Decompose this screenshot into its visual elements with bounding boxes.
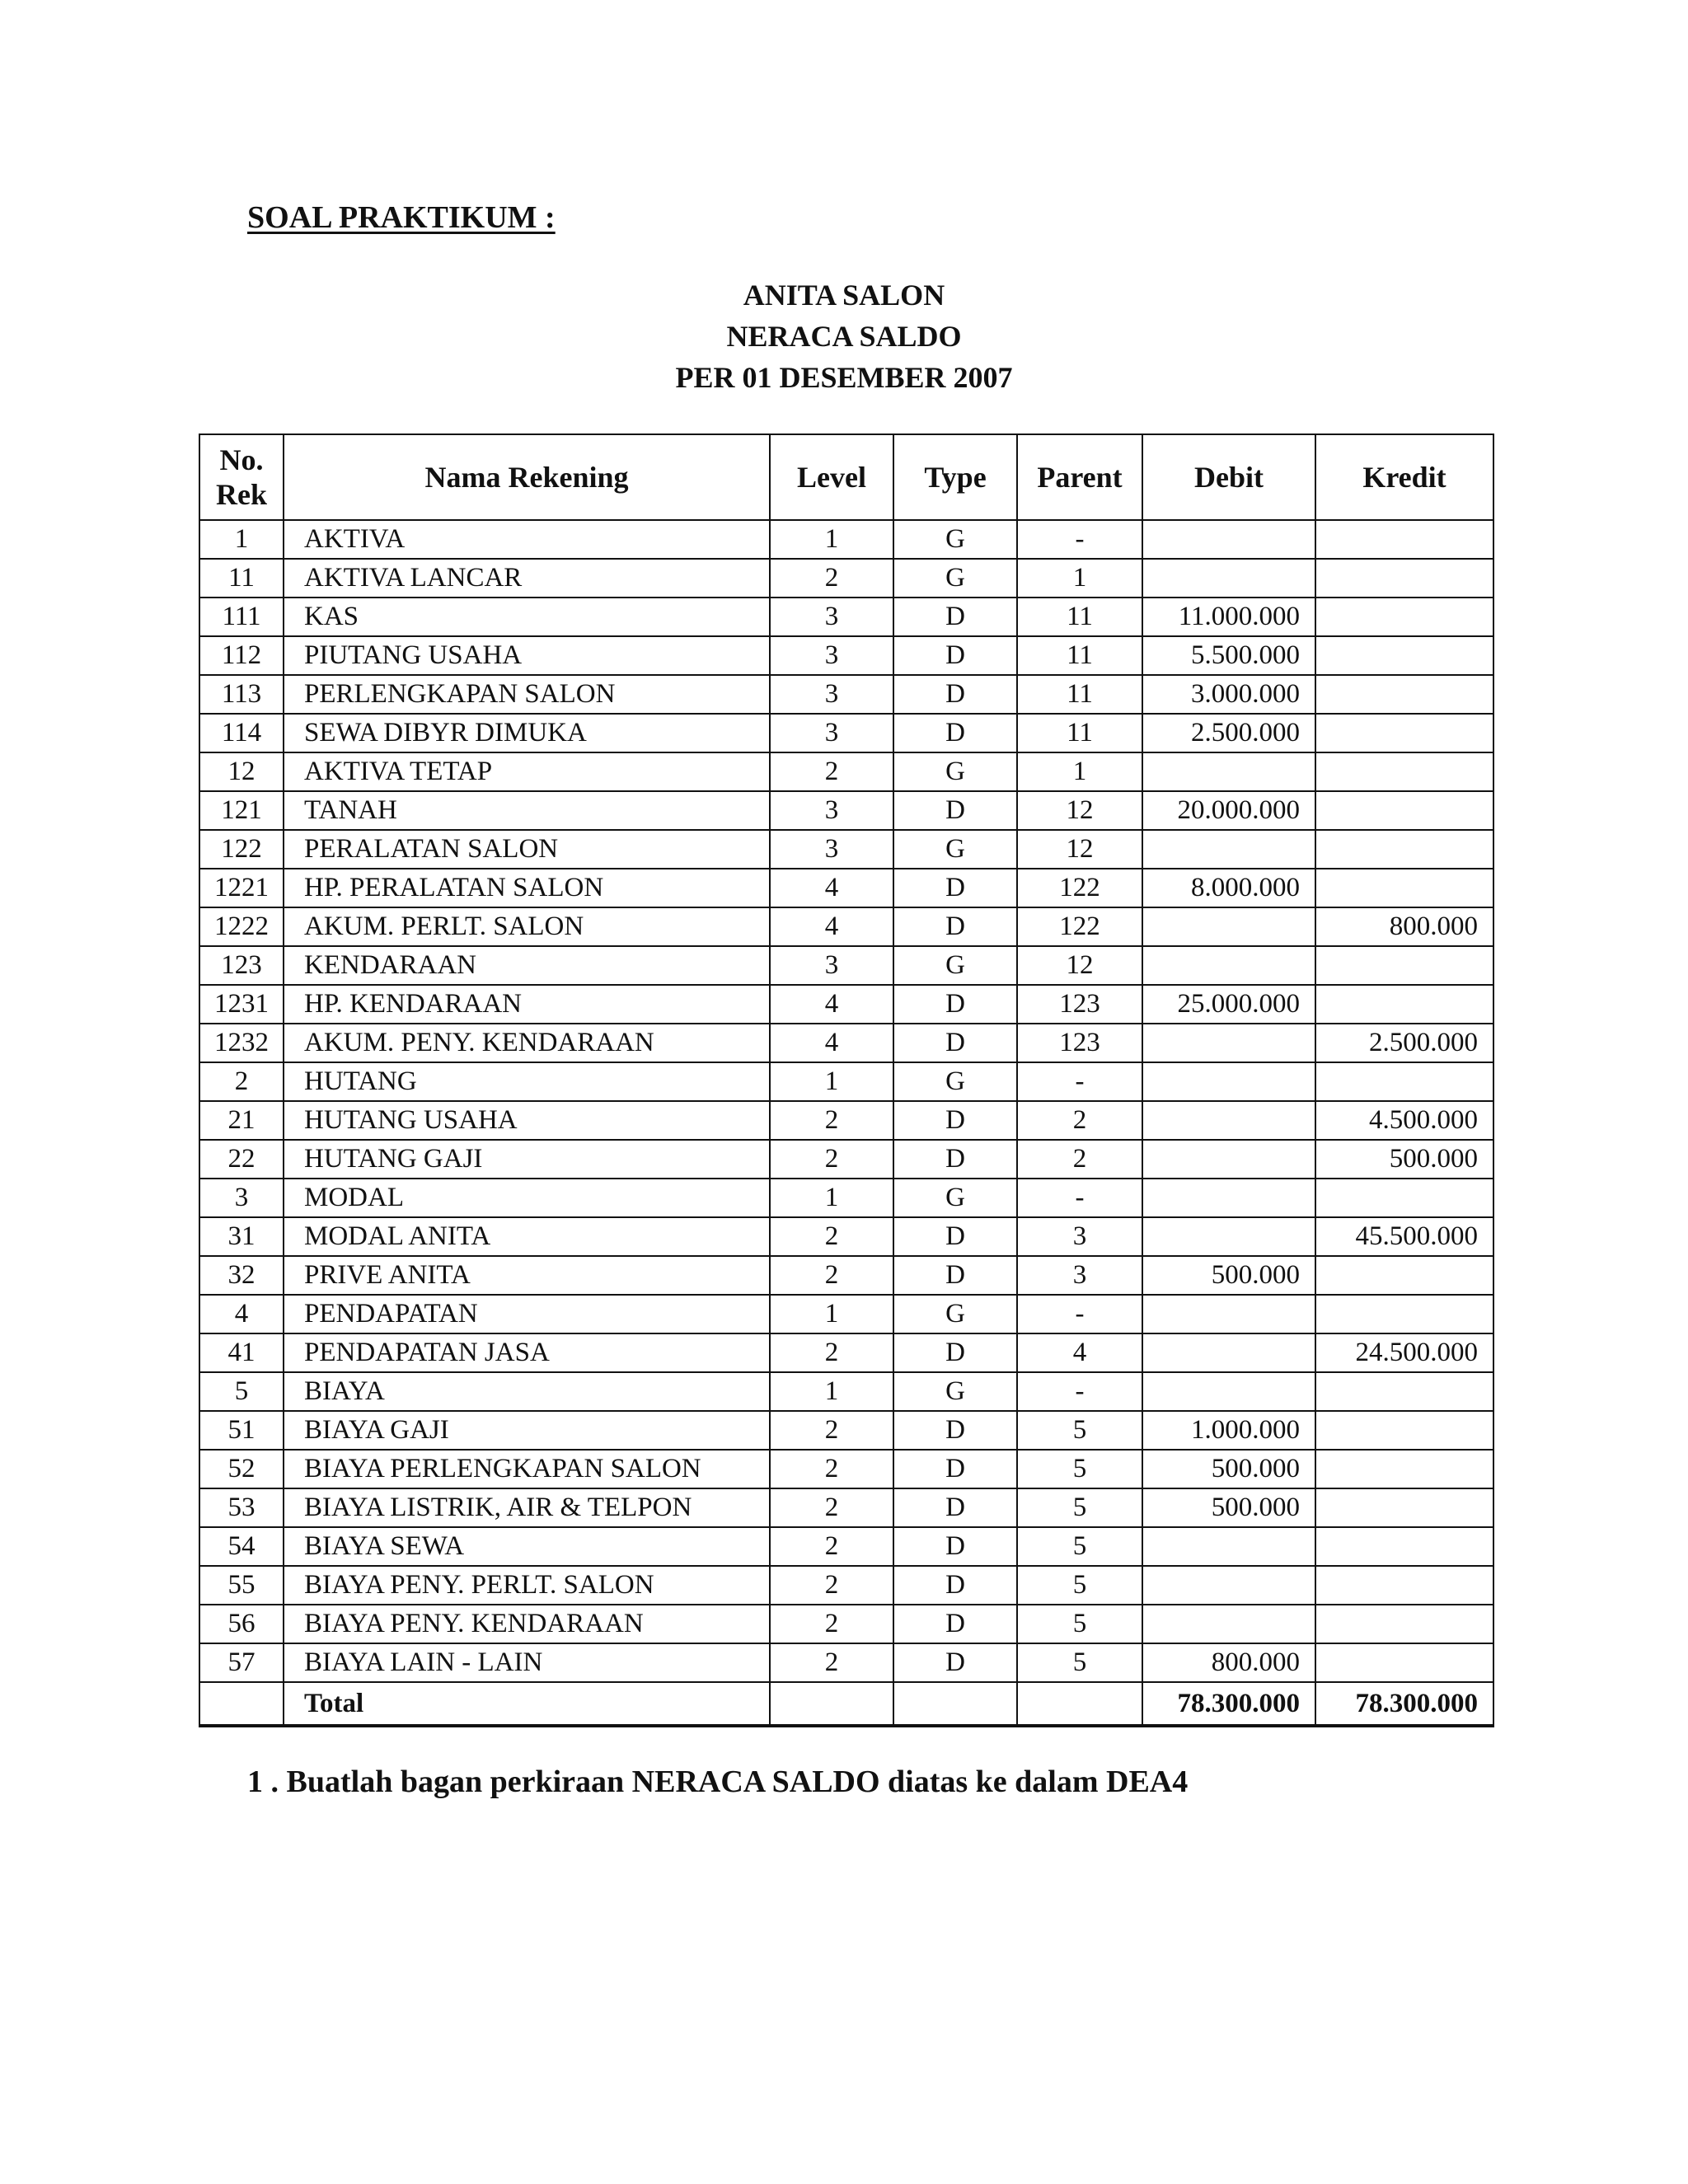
cell-debit: [1142, 559, 1315, 598]
table-row: [199, 1372, 1493, 1411]
cell-no-rek: 31: [199, 1217, 284, 1256]
cell-parent: -: [1017, 520, 1142, 559]
cell-nama-rekening: HUTANG GAJI: [284, 1140, 770, 1179]
header-no-rek: [199, 434, 284, 520]
total-parent-cell: [1017, 1682, 1142, 1726]
table-row: [199, 714, 1493, 752]
total-type-cell: [893, 1682, 1017, 1726]
cell-nama-rekening: HP. KENDARAAN: [284, 985, 770, 1024]
total-no-cell: [199, 1682, 284, 1726]
cell-kredit: 2.500.000: [1315, 1024, 1493, 1062]
cell-level: 3: [770, 714, 893, 752]
cell-no-rek: 111: [199, 598, 284, 636]
cell-type: G: [893, 1372, 1017, 1411]
cell-kredit: [1315, 1566, 1493, 1605]
cell-debit: [1142, 1179, 1315, 1217]
cell-type: G: [893, 1179, 1017, 1217]
table-row: [199, 1295, 1493, 1333]
cell-debit: [1142, 1605, 1315, 1643]
cell-no-rek: 56: [199, 1605, 284, 1643]
cell-level: 2: [770, 1101, 893, 1140]
cell-no-rek: 57: [199, 1643, 284, 1682]
cell-level: 2: [770, 1333, 893, 1372]
cell-parent: 2: [1017, 1101, 1142, 1140]
table-header-row: [199, 434, 1493, 520]
cell-no-rek: 3: [199, 1179, 284, 1217]
cell-no-rek: 122: [199, 830, 284, 869]
table-row: [199, 1450, 1493, 1488]
table-row: [199, 559, 1493, 598]
cell-nama-rekening: PRIVE ANITA: [284, 1256, 770, 1295]
cell-parent: 5: [1017, 1527, 1142, 1566]
cell-parent: 3: [1017, 1256, 1142, 1295]
cell-type: D: [893, 1024, 1017, 1062]
cell-parent: 5: [1017, 1643, 1142, 1682]
cell-level: 4: [770, 907, 893, 946]
cell-parent: 12: [1017, 791, 1142, 830]
cell-kredit: [1315, 1450, 1493, 1488]
cell-kredit: [1315, 752, 1493, 791]
cell-level: 1: [770, 1062, 893, 1101]
table-row: [199, 520, 1493, 559]
cell-no-rek: 54: [199, 1527, 284, 1566]
cell-type: D: [893, 1605, 1017, 1643]
cell-parent: 12: [1017, 946, 1142, 985]
cell-level: 1: [770, 1179, 893, 1217]
cell-no-rek: 51: [199, 1411, 284, 1450]
table-row: [199, 1566, 1493, 1605]
cell-type: D: [893, 1217, 1017, 1256]
cell-parent: 12: [1017, 830, 1142, 869]
cell-debit: 3.000.000: [1142, 675, 1315, 714]
cell-kredit: 800.000: [1315, 907, 1493, 946]
cell-debit: [1142, 1101, 1315, 1140]
cell-nama-rekening: PENDAPATAN JASA: [284, 1333, 770, 1372]
cell-debit: [1142, 520, 1315, 559]
cell-parent: -: [1017, 1062, 1142, 1101]
cell-debit: 500.000: [1142, 1256, 1315, 1295]
cell-parent: 11: [1017, 675, 1142, 714]
cell-debit: 500.000: [1142, 1488, 1315, 1527]
cell-debit: [1142, 1372, 1315, 1411]
cell-parent: 122: [1017, 869, 1142, 907]
cell-type: D: [893, 1566, 1017, 1605]
cell-type: D: [893, 675, 1017, 714]
cell-no-rek: 4: [199, 1295, 284, 1333]
cell-kredit: [1315, 1527, 1493, 1566]
cell-debit: 5.500.000: [1142, 636, 1315, 675]
cell-level: 3: [770, 830, 893, 869]
cell-level: 4: [770, 1024, 893, 1062]
table-row: [199, 675, 1493, 714]
cell-kredit: [1315, 675, 1493, 714]
report-name: NERACA SALDO: [726, 320, 962, 353]
cell-kredit: [1315, 559, 1493, 598]
cell-kredit: 45.500.000: [1315, 1217, 1493, 1256]
cell-kredit: [1315, 946, 1493, 985]
cell-nama-rekening: BIAYA GAJI: [284, 1411, 770, 1450]
cell-parent: 123: [1017, 985, 1142, 1024]
cell-nama-rekening: BIAYA PENY. KENDARAAN: [284, 1605, 770, 1643]
cell-level: 2: [770, 1217, 893, 1256]
table-row: [199, 1527, 1493, 1566]
cell-type: D: [893, 869, 1017, 907]
table-row: [199, 1179, 1493, 1217]
cell-parent: 5: [1017, 1488, 1142, 1527]
cell-type: D: [893, 598, 1017, 636]
cell-debit: 20.000.000: [1142, 791, 1315, 830]
cell-debit: [1142, 907, 1315, 946]
cell-parent: 4: [1017, 1333, 1142, 1372]
cell-level: 2: [770, 1643, 893, 1682]
table-row: [199, 636, 1493, 675]
cell-kredit: [1315, 1179, 1493, 1217]
cell-no-rek: 1222: [199, 907, 284, 946]
cell-level: 2: [770, 1488, 893, 1527]
cell-type: G: [893, 520, 1017, 559]
table-row: [199, 752, 1493, 791]
cell-nama-rekening: BIAYA: [284, 1372, 770, 1411]
report-date: PER 01 DESEMBER 2007: [675, 361, 1013, 394]
cell-type: D: [893, 1140, 1017, 1179]
cell-debit: [1142, 1527, 1315, 1566]
cell-nama-rekening: MODAL ANITA: [284, 1217, 770, 1256]
cell-debit: [1142, 1333, 1315, 1372]
cell-level: 4: [770, 869, 893, 907]
cell-nama-rekening: SEWA DIBYR DIMUKA: [284, 714, 770, 752]
cell-kredit: [1315, 598, 1493, 636]
total-label: Total: [284, 1682, 770, 1726]
table-row: [199, 1411, 1493, 1450]
trial-balance-table: [199, 434, 1494, 1727]
cell-level: 1: [770, 1295, 893, 1333]
page-heading: SOAL PRAKTIKUM :: [247, 200, 556, 235]
cell-type: D: [893, 1101, 1017, 1140]
cell-level: 1: [770, 520, 893, 559]
cell-level: 2: [770, 1566, 893, 1605]
cell-nama-rekening: KENDARAAN: [284, 946, 770, 985]
cell-type: G: [893, 830, 1017, 869]
cell-level: 2: [770, 1411, 893, 1450]
cell-parent: 5: [1017, 1450, 1142, 1488]
cell-level: 3: [770, 636, 893, 675]
cell-nama-rekening: AKTIVA: [284, 520, 770, 559]
cell-no-rek: 2: [199, 1062, 284, 1101]
cell-level: 1: [770, 1372, 893, 1411]
cell-nama-rekening: PERALATAN SALON: [284, 830, 770, 869]
cell-type: G: [893, 559, 1017, 598]
cell-level: 2: [770, 559, 893, 598]
cell-nama-rekening: BIAYA PERLENGKAPAN SALON: [284, 1450, 770, 1488]
cell-type: G: [893, 946, 1017, 985]
total-debit: 78.300.000: [1142, 1682, 1315, 1726]
cell-no-rek: 55: [199, 1566, 284, 1605]
table-row: [199, 1062, 1493, 1101]
cell-kredit: [1315, 1372, 1493, 1411]
table-row: [199, 1140, 1493, 1179]
cell-type: G: [893, 752, 1017, 791]
cell-nama-rekening: AKUM. PENY. KENDARAAN: [284, 1024, 770, 1062]
cell-level: 3: [770, 791, 893, 830]
cell-parent: 3: [1017, 1217, 1142, 1256]
table-row: [199, 1217, 1493, 1256]
cell-type: D: [893, 1256, 1017, 1295]
instruction-text: 1 . Buatlah bagan perkiraan NERACA SALDO diatas ke dalam DEA4: [247, 1765, 1189, 1799]
cell-level: 2: [770, 1256, 893, 1295]
cell-nama-rekening: HP. PERALATAN SALON: [284, 869, 770, 907]
cell-kredit: [1315, 520, 1493, 559]
cell-kredit: [1315, 1605, 1493, 1643]
cell-level: 2: [770, 1527, 893, 1566]
cell-kredit: [1315, 1411, 1493, 1450]
table-row: [199, 946, 1493, 985]
cell-no-rek: 1: [199, 520, 284, 559]
cell-nama-rekening: MODAL: [284, 1179, 770, 1217]
cell-no-rek: 21: [199, 1101, 284, 1140]
cell-type: D: [893, 791, 1017, 830]
cell-type: G: [893, 1062, 1017, 1101]
table-row: [199, 1101, 1493, 1140]
cell-nama-rekening: PIUTANG USAHA: [284, 636, 770, 675]
cell-kredit: [1315, 714, 1493, 752]
cell-nama-rekening: PENDAPATAN: [284, 1295, 770, 1333]
cell-nama-rekening: BIAYA LAIN - LAIN: [284, 1643, 770, 1682]
cell-parent: -: [1017, 1179, 1142, 1217]
cell-debit: 1.000.000: [1142, 1411, 1315, 1450]
cell-type: D: [893, 636, 1017, 675]
cell-kredit: [1315, 636, 1493, 675]
header-type: Type: [893, 434, 1017, 520]
cell-nama-rekening: TANAH: [284, 791, 770, 830]
table-row: [199, 1024, 1493, 1062]
cell-nama-rekening: BIAYA PENY. PERLT. SALON: [284, 1566, 770, 1605]
cell-debit: 2.500.000: [1142, 714, 1315, 752]
header-parent: Parent: [1017, 434, 1142, 520]
cell-kredit: 24.500.000: [1315, 1333, 1493, 1372]
cell-no-rek: 1232: [199, 1024, 284, 1062]
cell-debit: [1142, 1217, 1315, 1256]
cell-level: 4: [770, 985, 893, 1024]
cell-parent: -: [1017, 1372, 1142, 1411]
cell-debit: [1142, 1062, 1315, 1101]
table-row: [199, 830, 1493, 869]
header-kredit: Kredit: [1315, 434, 1493, 520]
cell-no-rek: 121: [199, 791, 284, 830]
table-row: [199, 1256, 1493, 1295]
header-no-line1: No.: [219, 443, 264, 476]
cell-type: G: [893, 1295, 1017, 1333]
table-row: [199, 1605, 1493, 1643]
cell-debit: 8.000.000: [1142, 869, 1315, 907]
total-level-cell: [770, 1682, 893, 1726]
table-row: [199, 869, 1493, 907]
cell-level: 2: [770, 1140, 893, 1179]
cell-no-rek: 114: [199, 714, 284, 752]
cell-debit: 25.000.000: [1142, 985, 1315, 1024]
cell-no-rek: 22: [199, 1140, 284, 1179]
table-row: [199, 1333, 1493, 1372]
cell-no-rek: 1231: [199, 985, 284, 1024]
cell-nama-rekening: AKTIVA LANCAR: [284, 559, 770, 598]
cell-parent: 5: [1017, 1566, 1142, 1605]
cell-no-rek: 53: [199, 1488, 284, 1527]
table-body: [199, 520, 1493, 1682]
cell-debit: 11.000.000: [1142, 598, 1315, 636]
cell-kredit: [1315, 1643, 1493, 1682]
cell-kredit: [1315, 869, 1493, 907]
cell-nama-rekening: HUTANG USAHA: [284, 1101, 770, 1140]
cell-debit: [1142, 946, 1315, 985]
cell-no-rek: 123: [199, 946, 284, 985]
cell-parent: 11: [1017, 636, 1142, 675]
cell-no-rek: 12: [199, 752, 284, 791]
cell-type: D: [893, 1333, 1017, 1372]
cell-debit: [1142, 1566, 1315, 1605]
cell-parent: 5: [1017, 1605, 1142, 1643]
cell-nama-rekening: AKTIVA TETAP: [284, 752, 770, 791]
cell-debit: [1142, 830, 1315, 869]
cell-type: D: [893, 1643, 1017, 1682]
cell-nama-rekening: AKUM. PERLT. SALON: [284, 907, 770, 946]
cell-type: D: [893, 1527, 1017, 1566]
cell-parent: 122: [1017, 907, 1142, 946]
cell-nama-rekening: PERLENGKAPAN SALON: [284, 675, 770, 714]
cell-kredit: 4.500.000: [1315, 1101, 1493, 1140]
cell-kredit: [1315, 1062, 1493, 1101]
cell-parent: 123: [1017, 1024, 1142, 1062]
total-kredit: 78.300.000: [1315, 1682, 1493, 1726]
cell-type: D: [893, 1488, 1017, 1527]
table-row: [199, 791, 1493, 830]
cell-parent: 5: [1017, 1411, 1142, 1450]
cell-level: 3: [770, 675, 893, 714]
cell-parent: 11: [1017, 598, 1142, 636]
cell-no-rek: 113: [199, 675, 284, 714]
cell-kredit: [1315, 985, 1493, 1024]
cell-type: D: [893, 714, 1017, 752]
cell-type: D: [893, 1450, 1017, 1488]
cell-debit: [1142, 1295, 1315, 1333]
cell-debit: [1142, 1140, 1315, 1179]
cell-parent: 1: [1017, 559, 1142, 598]
cell-no-rek: 5: [199, 1372, 284, 1411]
cell-kredit: [1315, 1488, 1493, 1527]
cell-no-rek: 112: [199, 636, 284, 675]
cell-debit: 800.000: [1142, 1643, 1315, 1682]
cell-type: D: [893, 985, 1017, 1024]
cell-type: D: [893, 1411, 1017, 1450]
cell-no-rek: 52: [199, 1450, 284, 1488]
cell-kredit: [1315, 1256, 1493, 1295]
cell-no-rek: 11: [199, 559, 284, 598]
cell-kredit: [1315, 791, 1493, 830]
cell-type: D: [893, 907, 1017, 946]
cell-parent: -: [1017, 1295, 1142, 1333]
cell-kredit: [1315, 1295, 1493, 1333]
cell-level: 2: [770, 752, 893, 791]
cell-level: 2: [770, 1605, 893, 1643]
cell-level: 3: [770, 946, 893, 985]
cell-level: 3: [770, 598, 893, 636]
cell-nama-rekening: KAS: [284, 598, 770, 636]
cell-nama-rekening: BIAYA SEWA: [284, 1527, 770, 1566]
cell-debit: [1142, 1024, 1315, 1062]
document-title: [0, 274, 1688, 398]
cell-parent: 11: [1017, 714, 1142, 752]
cell-debit: [1142, 752, 1315, 791]
table-row: [199, 598, 1493, 636]
cell-no-rek: 1221: [199, 869, 284, 907]
cell-nama-rekening: HUTANG: [284, 1062, 770, 1101]
total-row: [199, 1682, 1493, 1726]
header-level: Level: [770, 434, 893, 520]
table-row: [199, 985, 1493, 1024]
cell-no-rek: 32: [199, 1256, 284, 1295]
header-nama-rekening: Nama Rekening: [284, 434, 770, 520]
cell-parent: 2: [1017, 1140, 1142, 1179]
cell-debit: 500.000: [1142, 1450, 1315, 1488]
cell-nama-rekening: BIAYA LISTRIK, AIR & TELPON: [284, 1488, 770, 1527]
header-no-line2: Rek: [216, 478, 267, 511]
cell-parent: 1: [1017, 752, 1142, 791]
company-name: ANITA SALON: [743, 279, 945, 312]
header-debit: Debit: [1142, 434, 1315, 520]
table-row: [199, 907, 1493, 946]
cell-level: 2: [770, 1450, 893, 1488]
table-row: [199, 1488, 1493, 1527]
cell-kredit: 500.000: [1315, 1140, 1493, 1179]
cell-no-rek: 41: [199, 1333, 284, 1372]
table-row: [199, 1643, 1493, 1682]
cell-kredit: [1315, 830, 1493, 869]
